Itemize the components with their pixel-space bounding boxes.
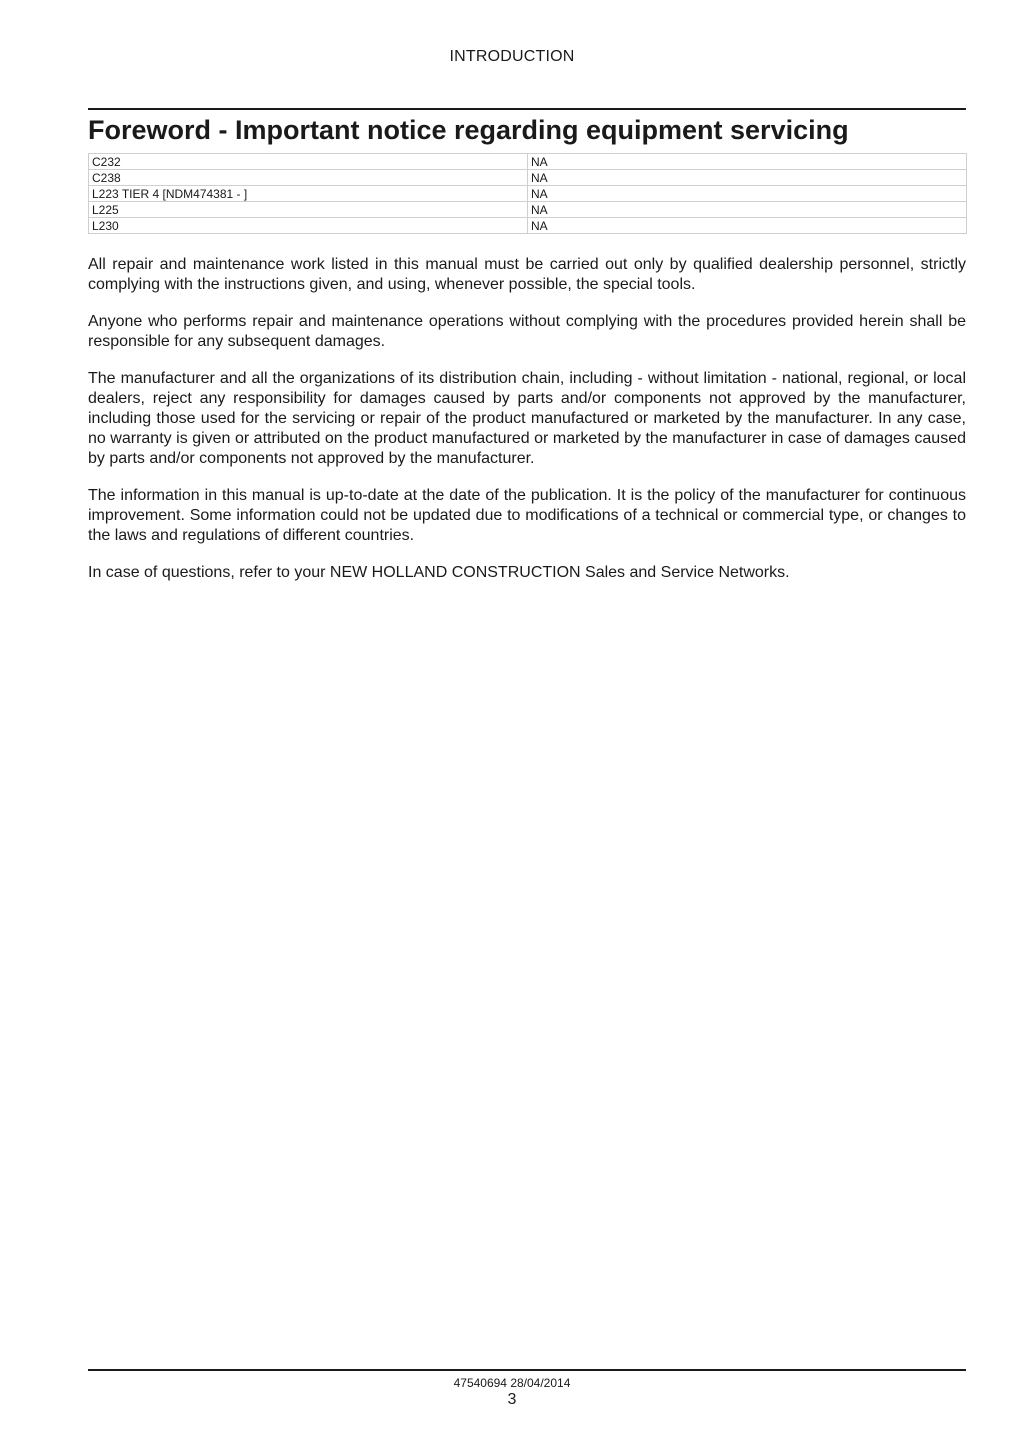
- status-cell: NA: [528, 186, 967, 202]
- running-header: INTRODUCTION: [449, 48, 575, 65]
- table-row: [89, 186, 967, 202]
- table-row: [89, 154, 967, 170]
- table-row: [89, 170, 967, 186]
- footer-divider: [88, 1369, 966, 1371]
- paragraph-information-currency: The information in this manual is up-to-date at the date of the publication. It is the policy of the manufacturer for continuous improvement. Some information could not be updated due to modifications of a technical or commercial type, or changes to the laws and regulations of different countries.: [88, 487, 966, 544]
- model-cell: C238: [89, 170, 528, 186]
- page-title: Foreword - Important notice regarding equipment servicing: [88, 115, 849, 145]
- paragraph-responsibility: Anyone who performs repair and maintenance operations without complying with the procedures provided herein shall be responsible for any subsequent damages.: [88, 313, 966, 350]
- model-cell: L230: [89, 218, 528, 234]
- body-text: [88, 255, 966, 600]
- status-cell: NA: [528, 202, 967, 218]
- table-row: [89, 202, 967, 218]
- status-cell: NA: [528, 170, 967, 186]
- page-number: 3: [507, 1391, 517, 1408]
- model-cell: L225: [89, 202, 528, 218]
- paragraph-qualified-personnel: All repair and maintenance work listed in this manual must be carried out only by qualified dealership personnel, strictly complying with the instructions given, and using, whenever possible, the special tools.: [88, 256, 966, 293]
- paragraph-questions-contact: In case of questions, refer to your NEW HOLLAND CONSTRUCTION Sales and Service Networks.: [88, 564, 790, 581]
- header-divider: [88, 108, 966, 110]
- status-cell: NA: [528, 154, 967, 170]
- paragraph-manufacturer-disclaimer: The manufacturer and all the organizations of its distribution chain, including - without limitation - national, regional, or local dealers, reject any responsibility for damages caused by parts and/or components not approved by the manufacturer, including those used for the servicing or repair of the product manufactured or marketed by the manufacturer. In any case, no warranty is given or attributed on the product manufactured or marketed by the manufacturer in case of damages caused by parts and/or components not approved by the manufacturer.: [88, 370, 966, 467]
- model-cell: L223 TIER 4 [NDM474381 - ]: [89, 186, 528, 202]
- model-cell: C232: [89, 154, 528, 170]
- status-cell: NA: [528, 218, 967, 234]
- model-applicability-table: [88, 153, 967, 234]
- table-row: [89, 218, 967, 234]
- document-reference: 47540694 28/04/2014: [453, 1376, 571, 1390]
